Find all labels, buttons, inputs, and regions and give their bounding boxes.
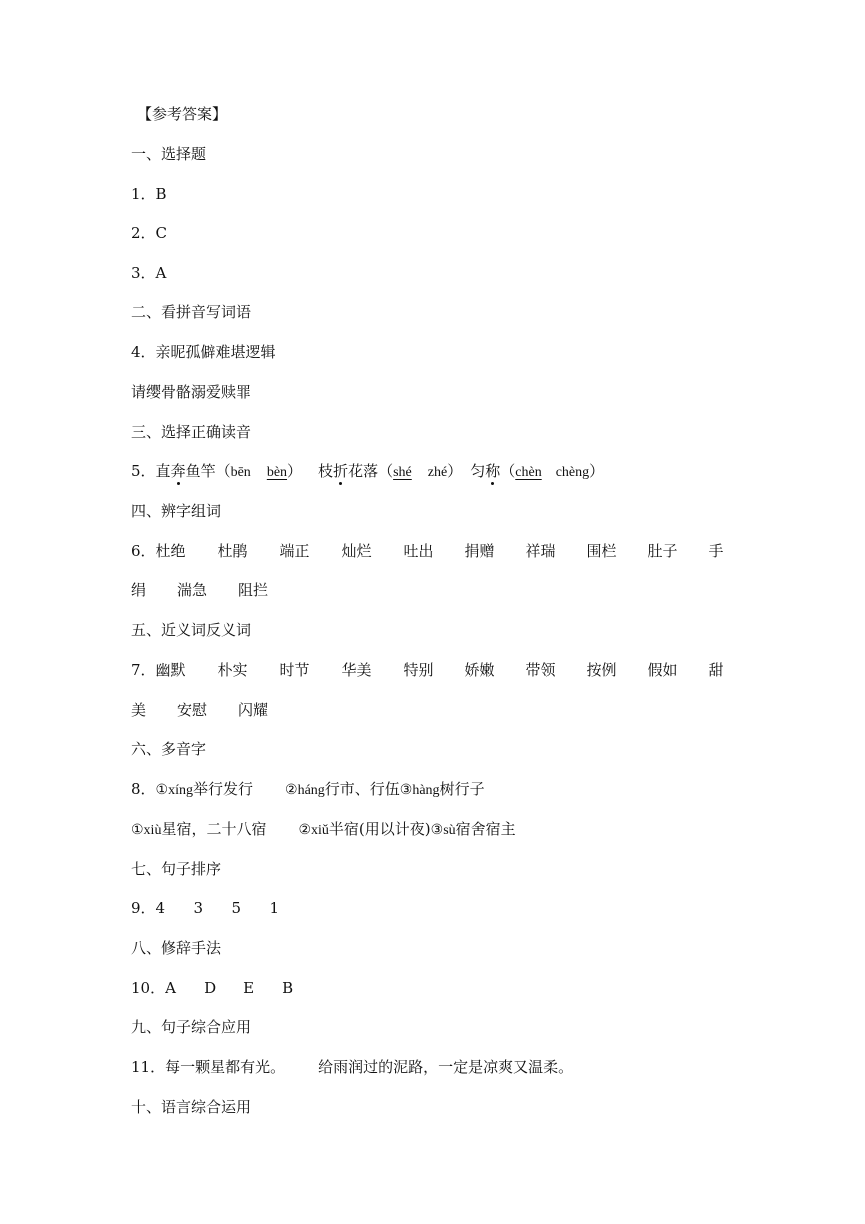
section-heading-pronunciation: 三、选择正确读音 [131,423,252,441]
q5-word3-start: 匀 [470,462,486,480]
answer-q2: 2．C [131,224,168,242]
answer-q9 [131,898,279,918]
q10-value: B [282,979,294,997]
q8-reading: ③hàng [399,783,440,798]
q11-number: 11． [131,1058,166,1076]
section-heading-word-building: 四、辨字组词 [131,502,222,520]
q10-value: E [243,979,255,997]
answer-q6-line1 [131,541,724,561]
section-heading-sentence-application: 九、句子综合应用 [131,1018,252,1036]
q8-words: 树行子 [439,780,485,798]
q6-word: 围栏 [586,542,617,560]
q10-number: 10． [131,979,166,997]
answer-q4-line2: 请缨骨骼溺爱赎罪 [131,383,252,401]
q7-word: 假如 [647,661,678,679]
q8-words: 举行发行 [193,780,254,798]
q8-reading: ②xiǔ [298,823,329,838]
q6-number: 6． [131,542,156,560]
q7-word: 甜 [708,661,724,679]
q5-word2-option1-correct: shé [393,465,412,480]
q5-word2-close: ） [447,462,463,480]
q7-word: 时节 [279,661,310,679]
q7-word: 美 [131,701,147,719]
q11-sentence1: 每一颗星都有光。 [165,1058,286,1076]
q5-word1-rest: 鱼竿（ [185,462,231,480]
q9-value: 5 [231,899,242,917]
q6-word: 杜鹃 [217,542,248,560]
q7-word: 娇嫩 [464,661,495,679]
q6-word: 灿烂 [341,542,372,560]
q8-words: 行市、行伍 [324,780,400,798]
answer-q10 [131,978,293,998]
q5-word3-dotted-char: 称 [485,462,501,480]
q7-word: 闪耀 [238,701,269,719]
q6-word: 祥瑞 [525,542,556,560]
answer-q11 [131,1057,573,1077]
q5-word2-rest: 花落（ [348,462,394,480]
q5-word3-option1-correct: chèn [515,465,542,480]
q7-word: 带领 [525,661,556,679]
q5-word1-option1: bēn [230,465,251,480]
q9-value: 1 [269,899,280,917]
section-heading-rhetoric: 八、修辞手法 [131,939,222,957]
q7-word: 特别 [403,661,434,679]
section-heading-language-use: 十、语言综合运用 [131,1098,252,1116]
q6-word: 吐出 [403,542,434,560]
q6-word: 肚子 [647,542,678,560]
q7-number: 7． [131,661,156,679]
section-heading-sentence-order: 七、句子排序 [131,860,222,878]
answer-q4-line1: 4．亲昵孤僻难堪逻辑 [131,343,276,361]
q10-value: D [204,979,217,997]
q7-word: 华美 [341,661,372,679]
section-heading-choice: 一、选择题 [131,145,207,163]
q5-word1-dotted-char: 奔 [170,462,186,480]
q7-word: 按例 [586,661,617,679]
q8-reading: ①xíng [155,783,193,798]
answer-q8-line1 [131,779,485,801]
section-heading-pinyin: 二、看拼音写词语 [131,303,252,321]
q8-words: 半宿(用以计夜) [328,820,431,838]
q5-word1-close: ） [287,462,303,480]
q6-word: 湍急 [177,581,208,599]
q6-word: 捐赠 [464,542,495,560]
answer-q7-line1 [131,660,724,680]
answer-q1: 1．B [131,185,167,203]
q6-word: 杜绝 [155,542,186,560]
q9-value: 4 [155,899,166,917]
q5-number: 5． [131,462,156,480]
section-heading-polyphones: 六、多音字 [131,740,207,758]
q5-word3-rest: （ [500,462,516,480]
q5-word2-start: 枝 [318,462,334,480]
q8-reading: ①xiù [131,823,162,838]
q5-word3-option2: chèng [555,465,590,480]
q5-word2-option2: zhé [427,465,448,480]
page-title: 【参考答案】 [137,105,228,123]
q7-word: 朴实 [217,661,248,679]
q8-number: 8． [131,780,156,798]
section-heading-synonyms: 五、近义词反义词 [131,621,252,639]
q5-word1-option2-correct: bèn [266,465,288,480]
q7-word: 安慰 [177,701,208,719]
q8-words: 宿舍宿主 [455,820,516,838]
q6-word: 端正 [279,542,310,560]
q8-reading: ②háng [285,783,325,798]
q6-word: 绢 [131,581,147,599]
answer-q5 [131,461,604,483]
q7-word: 幽默 [155,661,186,679]
answer-q3: 3．A [131,264,167,282]
q5-word2-dotted-char: 折 [333,462,349,480]
q9-number: 9． [131,899,156,917]
answer-q6-line2 [131,580,268,600]
q8-reading: ③sù [430,823,456,838]
q6-word: 手 [708,542,724,560]
q5-word1-start: 直 [155,462,171,480]
q11-sentence2: 给雨润过的泥路，一定是凉爽又温柔。 [318,1058,574,1076]
q6-word: 阻拦 [238,581,269,599]
q9-value: 3 [193,899,204,917]
q5-word3-close: ） [589,462,605,480]
answer-q7-line2 [131,700,268,720]
answer-q8-line2 [131,819,516,841]
q10-value: A [165,979,176,997]
q8-words: 星宿，二十八宿 [161,820,267,838]
